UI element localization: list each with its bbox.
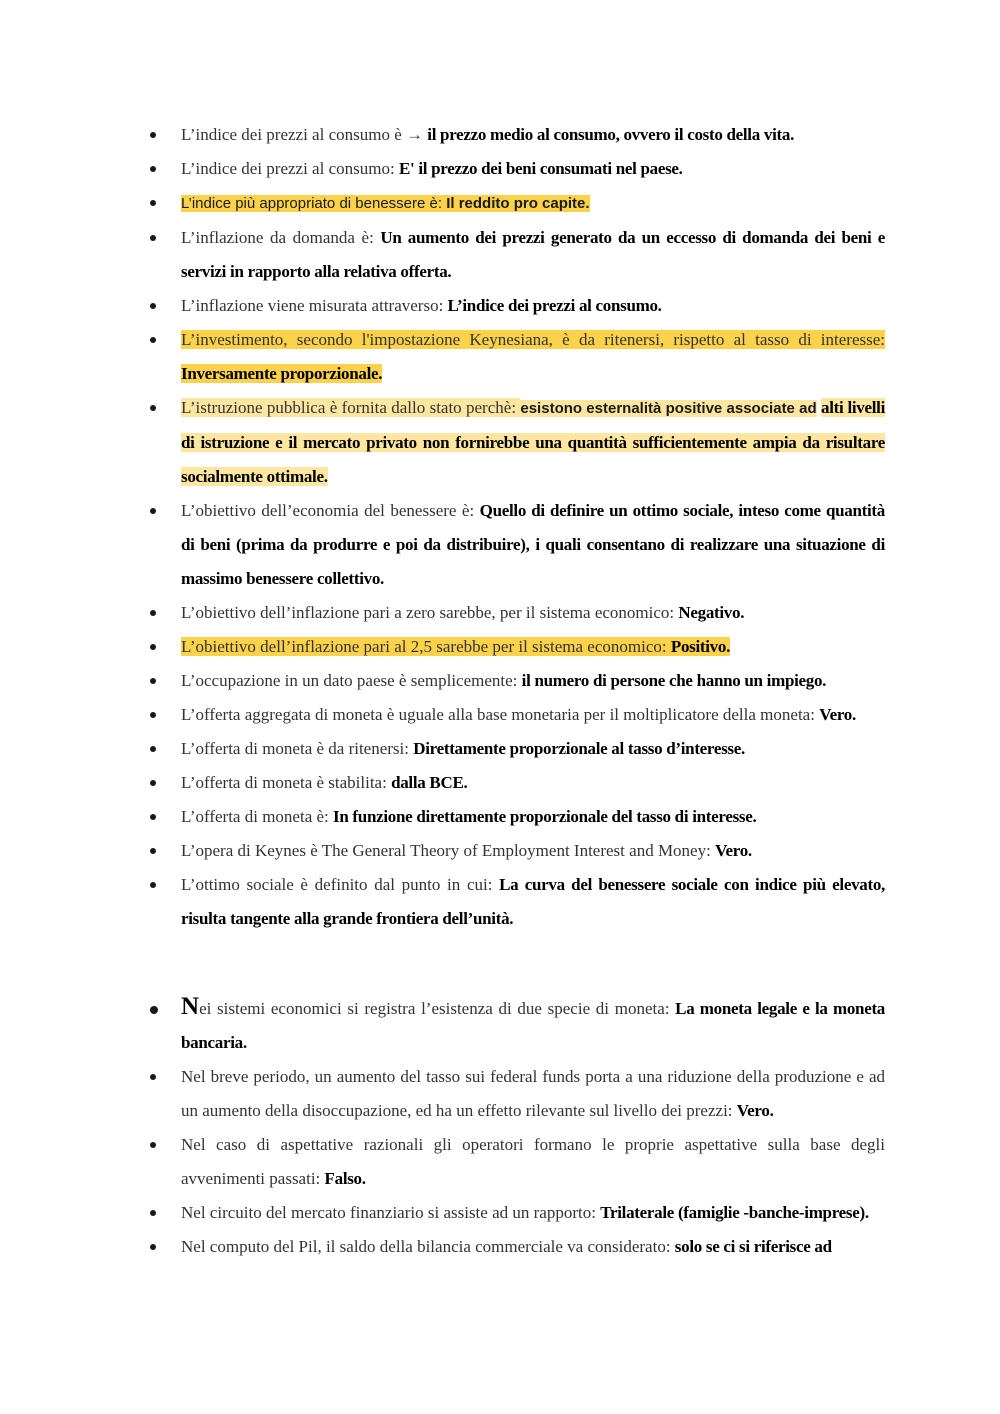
list-item: Nei sistemi economici si registra l’esistenza di due specie di moneta: La moneta legale e la moneta bancaria.: [150, 990, 885, 1060]
bullet-icon: [150, 1006, 158, 1014]
list-item: L’indice dei prezzi al consumo è → il prezzo medio al consumo, ovvero il costo della vita.: [150, 118, 885, 152]
list-item: L’istruzione pubblica è fornita dallo stato perchè: esistono esternalità positive associate ad alti livelli di istruzione e il mercato privato non fornirebbe una quantità sufficientemente ampia da risultare socialmente ottimale.: [150, 391, 885, 494]
bullet-icon: [150, 814, 156, 820]
list-item: L’occupazione in un dato paese è semplicemente: il numero di persone che hanno un impiego.: [150, 664, 885, 698]
bullet-icon: [150, 644, 156, 650]
bullet-icon: [150, 1142, 156, 1148]
list-item: L’indice dei prezzi al consumo: E' il prezzo dei beni consumati nel paese.: [150, 152, 885, 186]
list-item: L’offerta di moneta è stabilita: dalla BCE.: [150, 766, 885, 800]
bullet-icon: [150, 166, 156, 172]
list-item: Nel breve periodo, un aumento del tasso sui federal funds porta a una riduzione della produzione e ad un aumento della disoccupazione, ed ha un effetto rilevante sul livello dei prezzi: Vero.: [150, 1060, 885, 1128]
bullet-icon: [150, 848, 156, 854]
qa-list: [150, 118, 885, 1264]
bullet-icon: [150, 610, 156, 616]
list-item: L’obiettivo dell’inflazione pari al 2,5 sarebbe per il sistema economico: Positivo.: [150, 630, 885, 664]
list-item: L’obiettivo dell’economia del benessere è: Quello di definire un ottimo sociale, inteso come quantità di beni (prima da produrre e poi da distribuire), i quali consentano di realizzare una situazione di massimo benessere collettivo.: [150, 494, 885, 596]
bullet-icon: [150, 508, 156, 514]
list-item: L’offerta di moneta è da ritenersi: Direttamente proporzionale al tasso d’interesse.: [150, 732, 885, 766]
list-item: L’inflazione da domanda è: Un aumento dei prezzi generato da un eccesso di domanda dei beni e servizi in rapporto alla relativa offerta.: [150, 221, 885, 289]
bullet-icon: [150, 780, 156, 786]
list-item: L’offerta di moneta è: In funzione direttamente proporzionale del tasso di interesse.: [150, 800, 885, 834]
bullet-icon: [150, 235, 156, 241]
list-item: L’opera di Keynes è The General Theory of Employment Interest and Money: Vero.: [150, 834, 885, 868]
bullet-icon: [150, 337, 156, 343]
bullet-icon: [150, 1210, 156, 1216]
list-item: L’ottimo sociale è definito dal punto in cui: La curva del benessere sociale con indice più elevato, risulta tangente alla grande frontiera dell’unità.: [150, 868, 885, 936]
list-item: Nel computo del Pil, il saldo della bilancia commerciale va considerato: solo se ci si riferisce ad: [150, 1230, 885, 1264]
bullet-icon: [150, 200, 156, 206]
list-item: L’inflazione viene misurata attraverso: L’indice dei prezzi al consumo.: [150, 289, 885, 323]
bullet-icon: [150, 678, 156, 684]
bullet-icon: [150, 132, 156, 138]
bullet-icon: [150, 405, 156, 411]
list-item: Nel circuito del mercato finanziario si assiste ad un rapporto: Trilaterale (famiglie -banche-imprese).: [150, 1196, 885, 1230]
bullet-icon: [150, 1244, 156, 1250]
bullet-icon: [150, 303, 156, 309]
drop-cap: N: [181, 993, 200, 1020]
bullet-icon: [150, 746, 156, 752]
list-item: L’indice più appropriato di benessere è: Il reddito pro capite.: [150, 186, 885, 221]
bullet-icon: [150, 1074, 156, 1080]
list-item: L’obiettivo dell’inflazione pari a zero sarebbe, per il sistema economico: Negativo.: [150, 596, 885, 630]
list-item: L’offerta aggregata di moneta è uguale alla base monetaria per il moltiplicatore della moneta: Vero.: [150, 698, 885, 732]
list-item: L’investimento, secondo l'impostazione Keynesiana, è da ritenersi, rispetto al tasso di interesse: Inversamente proporzionale.: [150, 323, 885, 391]
bullet-icon: [150, 712, 156, 718]
list-item: Nel caso di aspettative razionali gli operatori formano le proprie aspettative sulla base degli avvenimenti passati: Falso.: [150, 1128, 885, 1196]
bullet-icon: [150, 882, 156, 888]
